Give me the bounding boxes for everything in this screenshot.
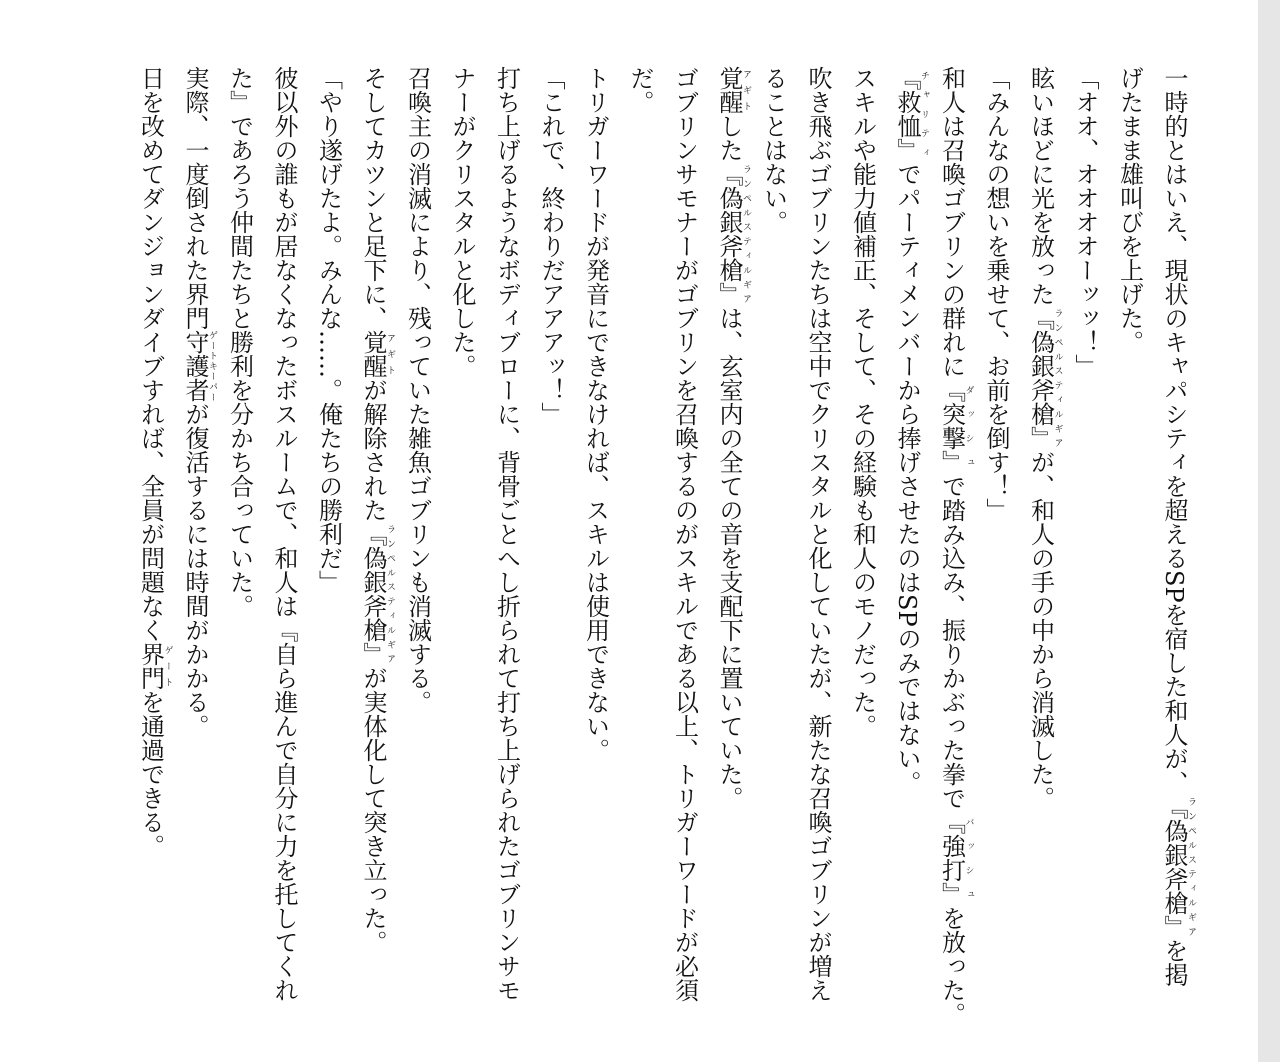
ruby-term xyxy=(937,378,974,474)
line-text: 「みんなの想いを乗せて、お前を倒す！」 xyxy=(982,66,1010,522)
line-text: 打ち上げるようなボディブローに、背骨ごとへし折られて打ち上げられたゴブリンサモ xyxy=(492,66,521,1002)
ruby-annotation: ダッシュ xyxy=(963,378,974,474)
text-line xyxy=(796,66,841,1026)
line-text: を放った。 xyxy=(937,906,966,1026)
text-line xyxy=(262,66,307,1026)
line-text: を掲 xyxy=(1160,938,1188,987)
text-line xyxy=(1018,66,1063,1026)
text-line xyxy=(128,66,173,1026)
page-edge xyxy=(1258,0,1280,1062)
text-line xyxy=(751,66,796,1026)
text-line xyxy=(974,66,1019,1026)
ruby-base: 『偽銀斧槍』 xyxy=(359,522,387,666)
line-text: が解除された xyxy=(359,378,387,522)
ruby-base: 界門 xyxy=(136,642,165,690)
text-line xyxy=(484,66,529,1026)
ruby-term xyxy=(1026,306,1063,450)
ruby-base: 覚醒 xyxy=(715,66,743,114)
ruby-term xyxy=(715,162,751,306)
line-text: だ。 xyxy=(626,66,654,114)
text-line xyxy=(1107,66,1152,1026)
text-line xyxy=(840,66,885,1026)
ruby-term xyxy=(937,810,974,906)
text-line xyxy=(662,66,707,1026)
line-text: でパーティメンバーから捧げさせたのはSPのみではない。 xyxy=(893,162,921,795)
line-text: 吹き飛ぶゴブリンたちは空中でクリスタルと化していたが、新たな召喚ゴブリンが増え xyxy=(804,66,832,1002)
ruby-annotation: ランペルスティルギア xyxy=(1186,794,1196,939)
line-text: した xyxy=(715,114,743,162)
ruby-annotation: バッシュ xyxy=(963,810,974,906)
text-line xyxy=(885,66,930,1026)
line-text: 彼以外の誰もが居なくなったボスルームで、和人は『自ら進んで自分に力を托してくれ xyxy=(270,66,298,1002)
ruby-term xyxy=(136,642,173,690)
ruby-term xyxy=(359,330,395,378)
ruby-annotation: ランペルスティルギア xyxy=(385,522,395,666)
line-text: 「やり遂げたよ。みんな……。俺たちの勝利だ」 xyxy=(314,66,343,594)
line-text: ナーがクリスタルと化した。 xyxy=(448,66,476,378)
text-line xyxy=(1152,66,1197,1026)
text-line xyxy=(707,66,752,1026)
ruby-term xyxy=(359,522,395,666)
line-text: を通過できる。 xyxy=(136,690,165,858)
ruby-term xyxy=(715,66,751,114)
line-text: ることはない。 xyxy=(759,66,788,234)
text-line xyxy=(351,66,396,1026)
text-line xyxy=(618,66,663,1026)
ruby-term xyxy=(1160,794,1196,939)
ruby-annotation: アギト xyxy=(385,330,395,378)
line-text: 和人は召喚ゴブリンの群れに xyxy=(937,66,966,378)
ruby-base: 守護者 xyxy=(181,330,209,402)
line-text: そしてカツンと足下に、 xyxy=(359,66,387,330)
ruby-annotation: ゲートキーパー xyxy=(207,330,217,402)
line-text: で踏み込み、振りかぶった拳で xyxy=(937,474,966,810)
line-text: が、和人の手の中から消滅した。 xyxy=(1026,450,1055,810)
line-text: ゴブリンサモナーがゴブリンを召喚するのがスキルである以上、トリガーワードが必須 xyxy=(670,66,699,1002)
ruby-annotation: ランペルスティルギア xyxy=(1052,306,1063,450)
line-text: スキルや能力値補正、そして、その経験も和人のモノだった。 xyxy=(848,66,877,738)
ruby-term xyxy=(181,330,217,402)
line-text: 日を改めてダンジョンダイブすれば、全員が問題なく xyxy=(136,66,165,642)
text-line xyxy=(306,66,351,1026)
line-text: は、玄室内の全ての音を支配下に置いていた。 xyxy=(715,306,743,810)
line-text: 「オオ、オオオオーッッ！」 xyxy=(1071,66,1099,378)
line-text: た』であろう仲間たちと勝利を分かち合っていた。 xyxy=(225,66,254,618)
text-line xyxy=(529,66,574,1026)
ruby-base: 『強打』 xyxy=(937,810,966,906)
ruby-annotation: チャリティ xyxy=(919,66,929,162)
ruby-base: 『偽銀斧槍』 xyxy=(1160,794,1188,939)
text-line xyxy=(173,66,218,1026)
line-text: 実際、一度倒された界門 xyxy=(181,66,209,330)
line-text: 「これで、終わりだアアアッ！」 xyxy=(537,66,565,426)
ruby-annotation: ゲート xyxy=(162,642,173,690)
text-line xyxy=(573,66,618,1026)
line-text: が復活するには時間がかかる。 xyxy=(181,402,209,738)
text-line xyxy=(929,66,974,1026)
line-text: 眩いほどに光を放った xyxy=(1026,66,1055,306)
ruby-term xyxy=(893,66,929,162)
ruby-annotation: ランペルスティルギア xyxy=(741,162,751,306)
ruby-base: 『救恤』 xyxy=(893,66,921,162)
ruby-base: 『偽銀斧槍』 xyxy=(715,162,743,306)
vertical-text-body xyxy=(128,66,1196,1026)
ruby-base: 『突撃』 xyxy=(937,378,966,474)
ruby-base: 覚醒 xyxy=(359,330,387,378)
text-line xyxy=(440,66,485,1026)
text-line xyxy=(217,66,262,1026)
line-text: が実体化して突き立った。 xyxy=(359,666,387,954)
ruby-annotation: アギト xyxy=(741,66,751,114)
line-text: 一時的とはいえ、現状のキャパシティを超えるSPを宿した和人が、 xyxy=(1160,66,1188,795)
line-text: トリガーワードが発音にできなければ、スキルは使用できない。 xyxy=(581,66,610,762)
ruby-base: 『偽銀斧槍』 xyxy=(1026,306,1055,450)
line-text: げたまま雄叫びを上げた。 xyxy=(1115,66,1144,354)
text-line xyxy=(1063,66,1108,1026)
text-line xyxy=(395,66,440,1026)
line-text: 召喚主の消滅により、残っていた雑魚ゴブリンも消滅する。 xyxy=(403,66,432,714)
